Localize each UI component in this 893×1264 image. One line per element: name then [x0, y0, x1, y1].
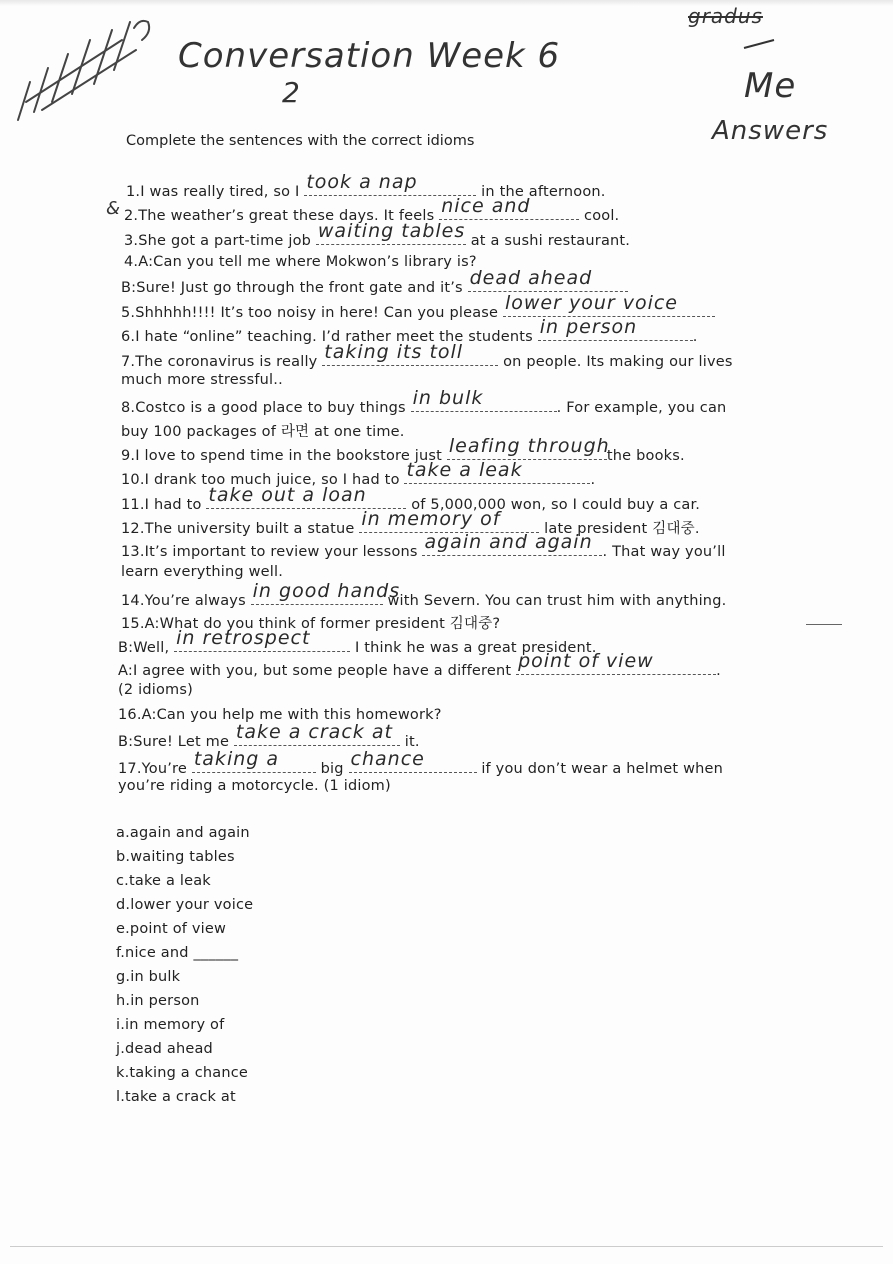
answer-blank[interactable] — [468, 267, 628, 292]
margin-dash — [806, 624, 842, 625]
handwritten-answer: point of view — [518, 650, 654, 672]
question-15c: A:I agree with you, but some people have a different point of view . — [118, 650, 721, 679]
handwritten-answer: leafing through — [448, 435, 610, 457]
answer-blank[interactable] — [316, 220, 466, 245]
question-15b: B:Well, in retrospect I think he was a great president. — [118, 627, 597, 656]
question-6: 6.I hate “online” teaching. I’d rather meet the students in person . — [121, 316, 698, 345]
question-17-line2: you’re riding a motorcycle. (1 idiom) — [118, 778, 391, 794]
handwritten-answer: waiting tables — [317, 220, 466, 242]
question-3: 3.She got a part-time job waiting tables at a sushi restaurant. — [124, 220, 631, 249]
handwritten-answer: in retrospect — [176, 627, 311, 649]
handwritten-answer: take out a loan — [208, 484, 367, 506]
option-item: g.in bulk — [116, 969, 181, 985]
answer-blank[interactable] — [538, 316, 693, 341]
handwritten-answer: took a nap — [306, 171, 418, 193]
handwritten-answer: chance — [350, 748, 425, 770]
answer-blank[interactable] — [516, 650, 716, 675]
handwritten-answer: in good hands — [252, 580, 401, 602]
option-item: b.waiting tables — [116, 849, 235, 865]
question-4b: B:Sure! Just go through the front gate and it’s dead ahead — [121, 277, 628, 296]
answer-blank[interactable] — [192, 748, 316, 773]
page-title-handwritten: Conversation Week 6 — [178, 36, 561, 76]
handwritten-answer: lower your voice — [504, 292, 678, 314]
question-15a: 15.A:What do you think of former president 김대중? — [121, 616, 501, 632]
question-13-line2: learn everything well. — [121, 564, 284, 580]
corner-answers-text: Answers — [712, 116, 829, 146]
answer-blank[interactable] — [404, 459, 590, 484]
answer-blank[interactable] — [439, 195, 579, 220]
handwritten-answer: take a crack at — [235, 721, 393, 743]
margin-mark: & — [106, 198, 122, 219]
option-item: j.dead ahead — [116, 1041, 213, 1057]
handwritten-answer: dead ahead — [469, 267, 593, 289]
option-item: c.take a leak — [116, 873, 211, 889]
question-10: 10.I drank too much juice, so I had to take a leak . — [121, 459, 596, 488]
title-subnumber: 2 — [282, 76, 301, 109]
question-7-line2: much more stressful.. — [121, 372, 283, 388]
question-17: 17.You’re taking a big chance if you don’t wear a helmet when — [118, 748, 724, 777]
handwritten-answer: in bulk — [412, 387, 484, 409]
instructions: Complete the sentences with the correct idioms — [126, 133, 475, 149]
answer-blank[interactable] — [234, 721, 400, 746]
question-1: 1.I was really tired, so I took a nap in the afternoon. — [126, 171, 606, 200]
answer-blank[interactable] — [349, 748, 477, 773]
handwritten-answer: take a leak — [406, 459, 523, 481]
answer-blank[interactable] — [503, 292, 715, 317]
answer-blank[interactable] — [322, 341, 498, 366]
corner-me-text: Me — [744, 66, 797, 106]
scan-edge-bottom — [10, 1246, 883, 1247]
answer-blank[interactable] — [447, 435, 610, 460]
option-item: h.in person — [116, 993, 200, 1009]
option-item: e.point of view — [116, 921, 227, 937]
answer-blank[interactable] — [251, 580, 401, 605]
option-item: l.take a crack at — [116, 1089, 236, 1105]
answer-blank[interactable] — [411, 387, 557, 412]
question-4a: 4.A:Can you tell me where Mokwon’s library is? — [124, 254, 477, 270]
handwritten-answer: in memory of — [361, 508, 501, 530]
option-item: f.nice and ______ — [116, 945, 239, 961]
question-2: 2.The weather’s great these days. It feels nice and cool. — [124, 195, 620, 224]
handwritten-answer: nice and — [441, 195, 531, 217]
option-item: i.in memory of — [116, 1017, 225, 1033]
corner-struck-text: gradus — [688, 4, 763, 28]
handwritten-answer: taking its toll — [324, 341, 464, 363]
question-8-line2: buy 100 packages of 라면 at one time. — [121, 424, 405, 440]
answer-blank[interactable] — [206, 484, 406, 509]
handwritten-answer: again and again — [424, 531, 593, 553]
question-8: 8.Costco is a good place to buy things in bulk . For example, you can — [121, 387, 727, 416]
question-5: 5.Shhhhh!!!! It’s too noisy in here! Can you please lower your voice — [121, 302, 715, 321]
answer-blank[interactable] — [304, 171, 476, 196]
question-15-note: (2 idioms) — [118, 682, 193, 698]
question-12: 12.The university built a statue in memory of late president 김대중. — [121, 508, 700, 537]
answer-blank[interactable] — [422, 531, 602, 556]
option-item: a.again and again — [116, 825, 250, 841]
question-7: 7.The coronavirus is really taking its toll on people. Its making our lives — [121, 341, 733, 370]
answer-blank[interactable] — [174, 627, 350, 652]
handwritten-answer: taking a — [193, 748, 280, 770]
question-9: 9.I love to spend time in the bookstore just leafing through the books. — [121, 435, 685, 464]
question-11: 11.I had to take out a loan of 5,000,000 won, so I could buy a car. — [121, 484, 701, 513]
question-13: 13.It’s important to review your lessons again and again . That way you’ll — [121, 531, 726, 560]
option-item: k.taking a chance — [116, 1065, 249, 1081]
question-16b: B:Sure! Let me take a crack at it. — [118, 721, 420, 750]
option-item: d.lower your voice — [116, 897, 254, 913]
question-14: 14.You’re always in good hands with Severn. You can trust him with anything. — [121, 580, 727, 609]
handwritten-answer: in person — [539, 316, 638, 338]
question-16a: 16.A:Can you help me with this homework? — [118, 707, 442, 723]
